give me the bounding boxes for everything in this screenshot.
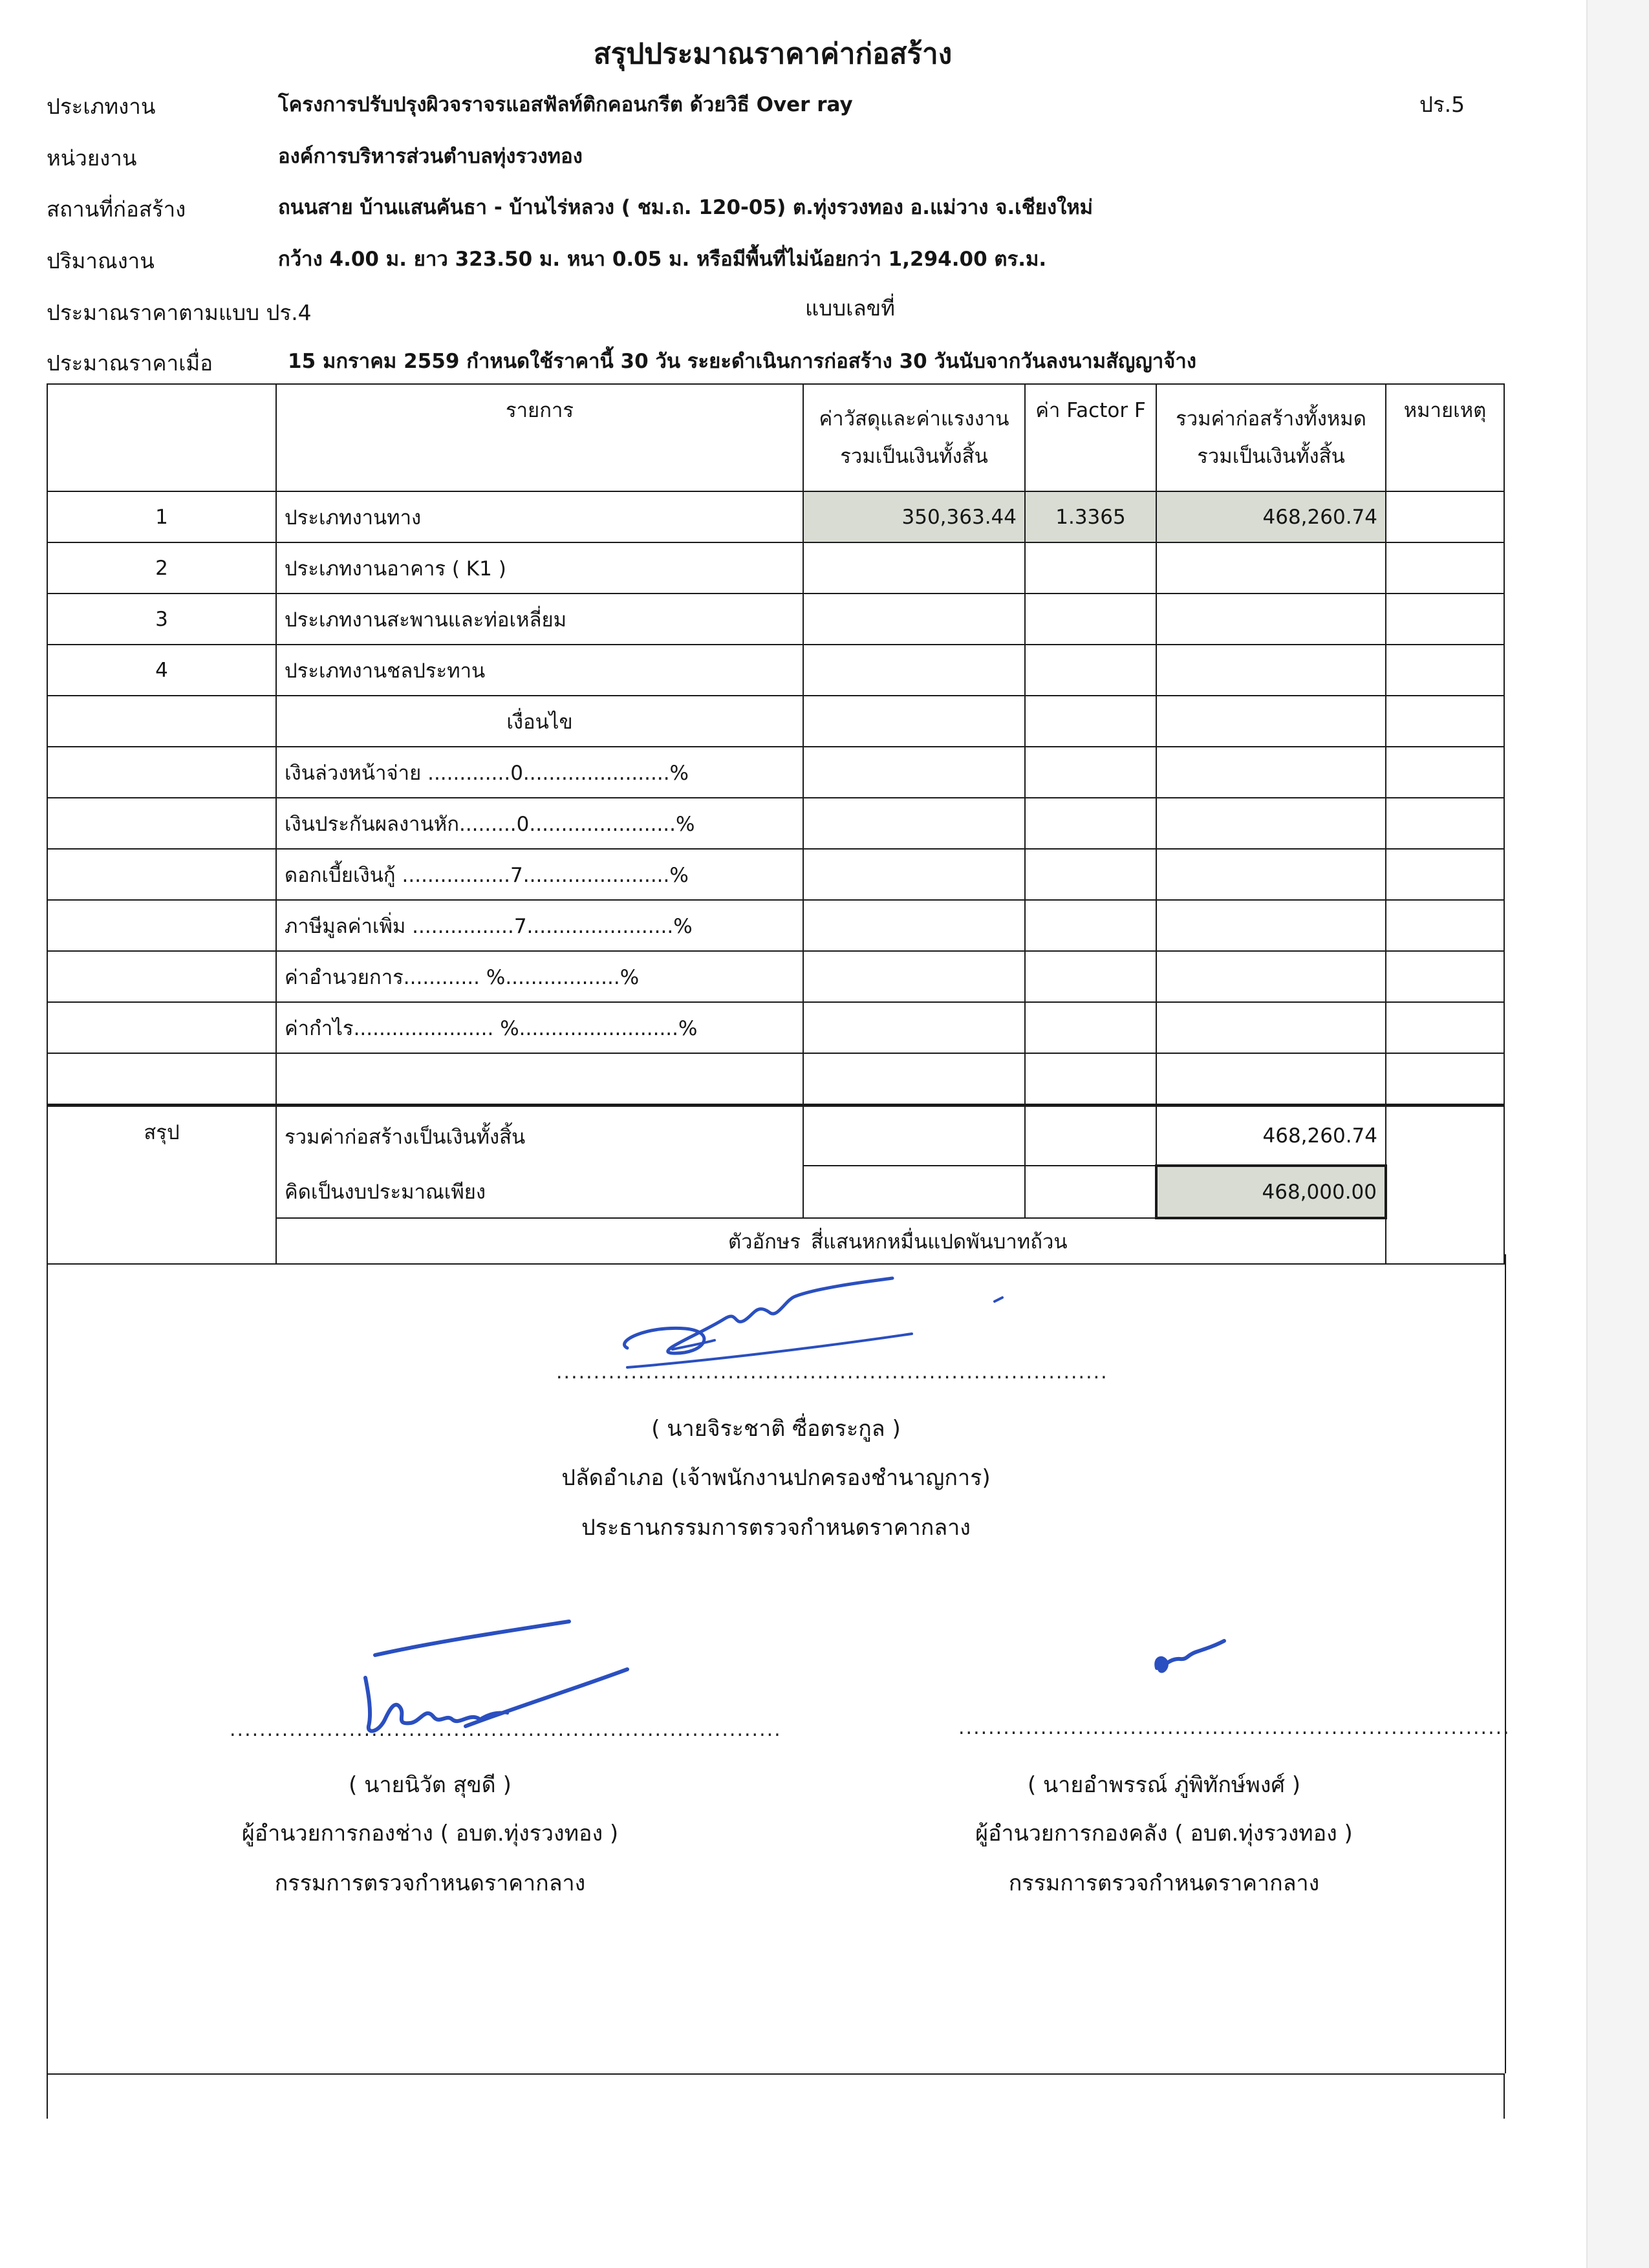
header-material-line1: ค่าวัสดุและค่าแรงงาน [819,407,1009,431]
quantity-value: กว้าง 4.00 ม. ยาว 323.50 ม. หนา 0.05 ม. หรือมีพื้นที่ไม่น้อยกว่า 1,294.00 ตร.ม. [278,248,1047,271]
row-total [1156,594,1386,645]
table-row [47,542,1504,594]
row-factor: 1.3365 [1025,491,1156,542]
row-no: 1 [47,491,276,542]
condition-overhead: ค่าอำนวยการ............ %..................% [276,951,803,1002]
row-remark [1386,491,1504,542]
table-header-row [47,384,1504,491]
header-material [803,384,1025,491]
right-signer-name: ( นายอำพรรณ์ ภู่พิทักษ์พงศ์ ) [1027,1772,1301,1798]
estimate-form-label: ประมาณราคาตามแบบ ปร.4 [47,300,312,325]
condition-row [47,951,1504,1002]
summary-label: สรุป [47,1106,276,1166]
drawing-no-label: แบบเลขที่ [805,295,895,321]
in-words-value: สี่แสนหกหมื่นแปดพันบาทถ้วน [803,1218,1386,1264]
condition-advance-payment: เงินล่วงหน้าจ่าย .............0.......................% [276,747,803,798]
row-material [803,594,1025,645]
row-factor [1025,645,1156,696]
row-material: 350,363.44 [803,491,1025,542]
row-no: 4 [47,645,276,696]
condition-row [47,798,1504,849]
bottom-right-stub [1503,2073,1505,2119]
condition-profit: ค่ากำไร...................... %.........................% [276,1002,803,1053]
right-signer-position: ผู้อำนวยการกองคลัง ( อบต.ทุ่งรวงทอง ) [975,1821,1353,1846]
summary-total-label: รวมค่าก่อสร้างเป็นเงินทั้งสิ้น [276,1106,803,1166]
header-total-line1: รวมค่าก่อสร้างทั้งหมด [1176,407,1366,431]
header-total-line2: รวมเป็นเงินทั้งสิ้น [1197,445,1345,468]
chair-name: ( นายจิระชาติ ซื่อตระกูล ) [651,1416,901,1442]
in-words-label: ตัวอักษร [276,1218,803,1264]
agency-value: องค์การบริหารส่วนตำบลทุ่งรวงทอง [278,145,583,168]
condition-interest: ดอกเบี้ยเงินกู้ .................7.......................% [276,849,803,900]
estimate-date-value: 15 มกราคม 2559 กำหนดใช้ราคานี้ 30 วัน ระยะดำเนินการก่อสร้าง 30 วันนับจากวันลงนามสัญญาจ้าง [288,350,1196,373]
table-row [47,594,1504,645]
location-label: สถานที่ก่อสร้าง [47,197,186,222]
form-code: ปร.5 [1419,92,1465,117]
header-material-line2: รวมเป็นเงินทั้งสิ้น [840,445,988,468]
header-total [1156,384,1386,491]
row-item: ประเภทงานอาคาร ( K1 ) [276,542,803,594]
condition-row [47,747,1504,798]
quantity-label: ปริมาณงาน [47,248,155,273]
right-signature-image [1148,1629,1238,1687]
row-remark [1386,645,1504,696]
row-factor [1025,594,1156,645]
header-no-cell [47,384,276,491]
row-item: ประเภทงานทาง [276,491,803,542]
row-material [803,542,1025,594]
row-material [803,645,1025,696]
left-signature-line: .......................................................................... [230,1718,782,1741]
summary-budget-value: 468,000.00 [1156,1166,1386,1218]
left-signer-name: ( นายนิวัต สุขดี ) [349,1772,512,1798]
location-value: ถนนสาย บ้านแสนคันธา - บ้านไร่หลวง ( ชม.ถ. 120-05) ต.ทุ่งรวงทอง อ.แม่วาง จ.เชียงใหม่ [278,196,1094,219]
right-signer-role: กรรมการตรวจกำหนดราคากลาง [1008,1870,1320,1896]
right-signature-line: .......................................................................... [958,1717,1511,1739]
summary-total-value: 468,260.74 [1156,1106,1386,1166]
chair-signature-line: .......................................................................... [556,1361,1108,1384]
row-factor [1025,542,1156,594]
project-type-value: โครงการปรับปรุงผิวจราจรแอสฟัลท์ติกคอนกรีต ด้วยวิธี Over ray [278,93,853,116]
left-signer-position: ผู้อำนวยการกองช่าง ( อบต.ทุ่งรวงทอง ) [241,1821,619,1846]
left-signer-role: กรรมการตรวจกำหนดราคากลาง [274,1870,586,1896]
agency-label: หน่วยงาน [47,145,137,171]
condition-vat: ภาษีมูลค่าเพิ่ม ................7.......................% [276,900,803,951]
scan-edge-strip [1586,0,1649,2268]
project-type-label: ประเภทงาน [47,94,156,119]
empty-row [47,1053,1504,1106]
summary-budget-label: คิดเป็นงบประมาณเพียง [276,1166,803,1218]
condition-row [47,849,1504,900]
bottom-left-stub [47,2073,48,2119]
row-total [1156,542,1386,594]
row-no: 3 [47,594,276,645]
chair-position: ปลัดอำเภอ (เจ้าพนักงานปกครองชำนาญการ) [561,1465,991,1491]
condition-row [47,1002,1504,1053]
row-total: 468,260.74 [1156,491,1386,542]
table-row [47,645,1504,696]
header-item: รายการ [276,384,803,491]
row-remark [1386,542,1504,594]
row-item: ประเภทงานสะพานและท่อเหลี่ยม [276,594,803,645]
chair-signature-image [608,1264,1022,1374]
chair-role: ประธานกรรมการตรวจกำหนดราคากลาง [581,1515,971,1541]
row-item: ประเภทงานชลประทาน [276,645,803,696]
cost-summary-table [47,383,1505,1265]
header-factor: ค่า Factor F [1025,384,1156,491]
condition-row [47,900,1504,951]
row-no: 2 [47,542,276,594]
estimate-date-label: ประมาณราคาเมื่อ [47,350,213,376]
table-row [47,491,1504,542]
conditions-title-row [47,696,1504,747]
header-remark: หมายเหตุ [1386,384,1504,491]
row-remark [1386,594,1504,645]
bottom-rule [47,2073,1505,2075]
summary-budget-row [47,1166,1504,1218]
document-title: สรุปประมาณราคาค่าก่อสร้าง [593,37,953,70]
condition-retention: เงินประกันผลงานหัก.........0.......................% [276,798,803,849]
summary-total-row [47,1106,1504,1166]
conditions-title: เงื่อนไข [276,696,803,747]
row-total [1156,645,1386,696]
